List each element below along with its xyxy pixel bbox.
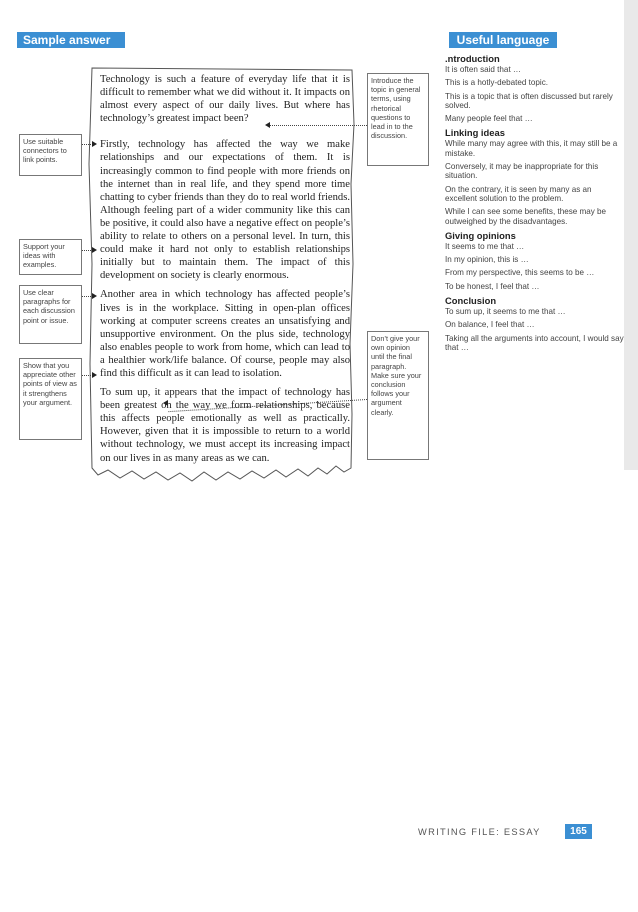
essay-paragraph-relationships: Firstly, technology has affected the way we make relationships and our expectations of them. It is increasingly common to find people with more friends on the internet than in real life, and they spend more time chatting to cyber friends than they do to real world friends. Although feeling part of a wider community like this can be positive, it could also have a negative effect on people’s ability to relate to others on a personal level. In turn, this could make it hard not only to establish relationships initially but to maintain them. The impact of this development on society is clearly enormous. bbox=[100, 139, 350, 282]
arrow-head-appreciate bbox=[92, 372, 97, 378]
lang-section-conclusion bbox=[445, 295, 625, 352]
useful-language-panel bbox=[445, 53, 625, 356]
lang-section-title: Giving opinions bbox=[445, 229, 516, 241]
lang-section-title: Conclusion bbox=[445, 295, 497, 307]
lang-phrase: Many people feel that … bbox=[445, 114, 533, 124]
arrow-introduce bbox=[270, 125, 367, 126]
page-number: 165 bbox=[565, 824, 592, 839]
arrow-head-introduce bbox=[265, 122, 270, 128]
essay-text bbox=[100, 73, 350, 471]
essay-paragraph-intro: Technology is such a feature of everyday life that it is difficult to remember what we did without it. It impacts on almost every aspect of our daily lives. But where has technology’s greatest impact been? bbox=[100, 74, 350, 125]
lang-phrase: While I can see some benefits, these may be outweighed by the disadvantages. bbox=[445, 207, 607, 226]
lang-section-linking bbox=[445, 127, 625, 225]
note-support-ideas: Support your ideas with examples. bbox=[19, 239, 82, 275]
arrow-head-opinion bbox=[163, 400, 168, 406]
lang-phrase: Conversely, it may be inappropriate for this situation. bbox=[445, 162, 599, 181]
lang-phrase: This is a hotly-debated topic. bbox=[445, 78, 549, 88]
essay-paragraph-conclusion: To sum up, it appears that the impact of technology has been greatest on the way we form relationships, because this affects people emotionally as well as practically. However, given that it is impossible to return to a world without technology, we must accept its increasing impact on our lives in as many areas as we can. bbox=[100, 387, 350, 464]
note-connectors: Use suitable connectors to link points. bbox=[19, 134, 82, 176]
lang-phrase: To sum up, it seems to me that … bbox=[445, 307, 566, 317]
note-opinion-final: Don’t give your own opinion until the final paragraph. Make sure your conclusion follows your argument clearly. bbox=[367, 331, 429, 460]
lang-phrase: While many may agree with this, it may still be a mistake. bbox=[445, 139, 618, 158]
useful-language-heading: Useful language bbox=[449, 32, 557, 48]
note-appreciate-views: Show that you appreciate other points of view as it strengthens your argument. bbox=[19, 358, 82, 440]
lang-section-title: .ntroduction bbox=[445, 53, 500, 64]
lang-phrase: Taking all the arguments into account, I would say that … bbox=[445, 333, 624, 352]
page-edge-shadow bbox=[624, 0, 638, 470]
lang-phrase: This is a topic that is often discussed but rarely solved. bbox=[445, 91, 613, 110]
lang-phrase: On the contrary, it is seen by many as an excellent solution to the problem. bbox=[445, 184, 592, 203]
lang-phrase: From my perspective, this seems to be … bbox=[445, 268, 595, 278]
lang-phrase: To be honest, I feel that … bbox=[445, 281, 540, 291]
lang-phrase: It seems to me that … bbox=[445, 241, 525, 251]
lang-phrase: It is often said that … bbox=[445, 65, 522, 74]
arrow-head-paragraphs bbox=[92, 293, 97, 299]
lang-phrase: On balance, I feel that … bbox=[445, 320, 535, 330]
lang-section-introduction bbox=[445, 53, 625, 123]
arrow-head-connectors bbox=[92, 141, 97, 147]
sample-answer-heading: Sample answer bbox=[17, 32, 125, 48]
essay-paragraph-workplace: Another area in which technology has affected people’s lives is in the workplace. Sitting in open-plan offices working at computer screens creates an unsatisfying and unsupportive environment. On the plus side, technology also enables people to work from home, which can lead to a healthier work/life balance. Of course, people may also find this difficult as it can lead to isolation. bbox=[100, 289, 350, 379]
footer-section-label: WRITING FILE: ESSAY bbox=[418, 827, 541, 837]
lang-phrase: In my opinion, this is … bbox=[445, 255, 529, 265]
note-clear-paragraphs: Use clear paragraphs for each discussion point or issue. bbox=[19, 285, 82, 344]
arrow-head-support bbox=[92, 247, 97, 253]
lang-section-opinions bbox=[445, 230, 625, 291]
lang-section-title: Linking ideas bbox=[445, 127, 505, 139]
note-introduce-topic: Introduce the topic in general terms, using rhetorical questions to lead in to the discussion. bbox=[367, 73, 429, 166]
